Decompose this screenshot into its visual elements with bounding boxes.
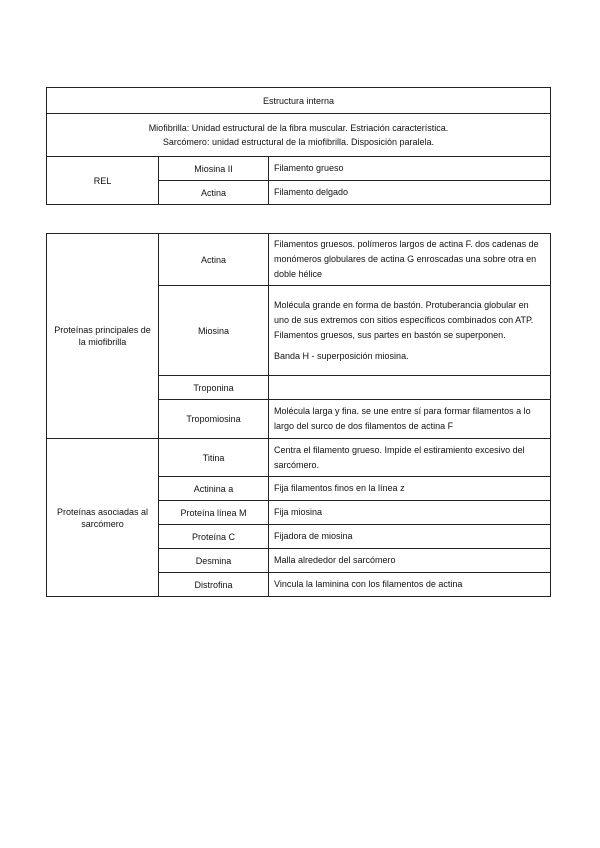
table-row bbox=[47, 157, 551, 181]
protein-name: Tropomiosina bbox=[159, 400, 269, 439]
protein-name: Miosina bbox=[159, 286, 269, 376]
protein-description: Filamento delgado bbox=[269, 181, 551, 205]
group-label-rel: REL bbox=[47, 157, 159, 205]
protein-description: Vincula la laminina con los filamentos de actina bbox=[269, 573, 551, 597]
definition-miofibrilla: Miofibrilla: Unidad estructural de la fibra muscular. Estriación característica. bbox=[148, 123, 449, 133]
protein-name: Desmina bbox=[159, 549, 269, 573]
protein-description: Molécula grande en forma de bastón. Protuberancia globular en uno de sus extremos con sitios específicos combinados con ATP. Filamentos gruesos, sus partes en bastón se superponen. bbox=[274, 299, 534, 340]
protein-name: Actina bbox=[159, 181, 269, 205]
protein-description: Fija filamentos finos en la línea z bbox=[269, 477, 551, 501]
protein-description: Filamentos gruesos. polímeros largos de actina F. dos cadenas de monómeros globulares de actina G enroscadas una sobre otra en doble hélice bbox=[269, 234, 551, 286]
protein-description: Malla alrededor del sarcómero bbox=[269, 549, 551, 573]
protein-name: Miosina II bbox=[159, 157, 269, 181]
group-label-asociadas: Proteínas asociadas al sarcómero bbox=[47, 439, 159, 597]
protein-name: Actinina a bbox=[159, 477, 269, 501]
protein-description: Fija miosina bbox=[269, 501, 551, 525]
protein-description-cell bbox=[269, 286, 551, 376]
table-row bbox=[47, 234, 551, 286]
protein-name: Titina bbox=[159, 439, 269, 477]
protein-note: Banda H - superposición miosina. bbox=[274, 350, 409, 361]
group-label-principales: Proteínas principales de la miofibrilla bbox=[47, 234, 159, 439]
table-row bbox=[47, 439, 551, 477]
definitions-cell bbox=[47, 114, 551, 157]
protein-description: Fijadora de miosina bbox=[269, 525, 551, 549]
protein-name: Proteína C bbox=[159, 525, 269, 549]
protein-description bbox=[269, 376, 551, 400]
protein-description: Centra el filamento grueso. Impide el estiramiento excesivo del sarcómero. bbox=[269, 439, 551, 477]
table-title: Estructura interna bbox=[47, 88, 551, 114]
protein-name: Proteína línea M bbox=[159, 501, 269, 525]
protein-description: Filamento grueso bbox=[269, 157, 551, 181]
definition-sarcomero: Sarcómero: unidad estructural de la miofibrilla. Disposición paralela. bbox=[162, 137, 435, 147]
proteins-table bbox=[46, 233, 551, 597]
structure-table bbox=[46, 87, 551, 205]
protein-name: Actina bbox=[159, 234, 269, 286]
protein-name: Distrofina bbox=[159, 573, 269, 597]
protein-description: Molécula larga y fina. se une entre sí para formar filamentos a lo largo del surco de dos filamentos de actina F bbox=[269, 400, 551, 439]
protein-name: Troponina bbox=[159, 376, 269, 400]
